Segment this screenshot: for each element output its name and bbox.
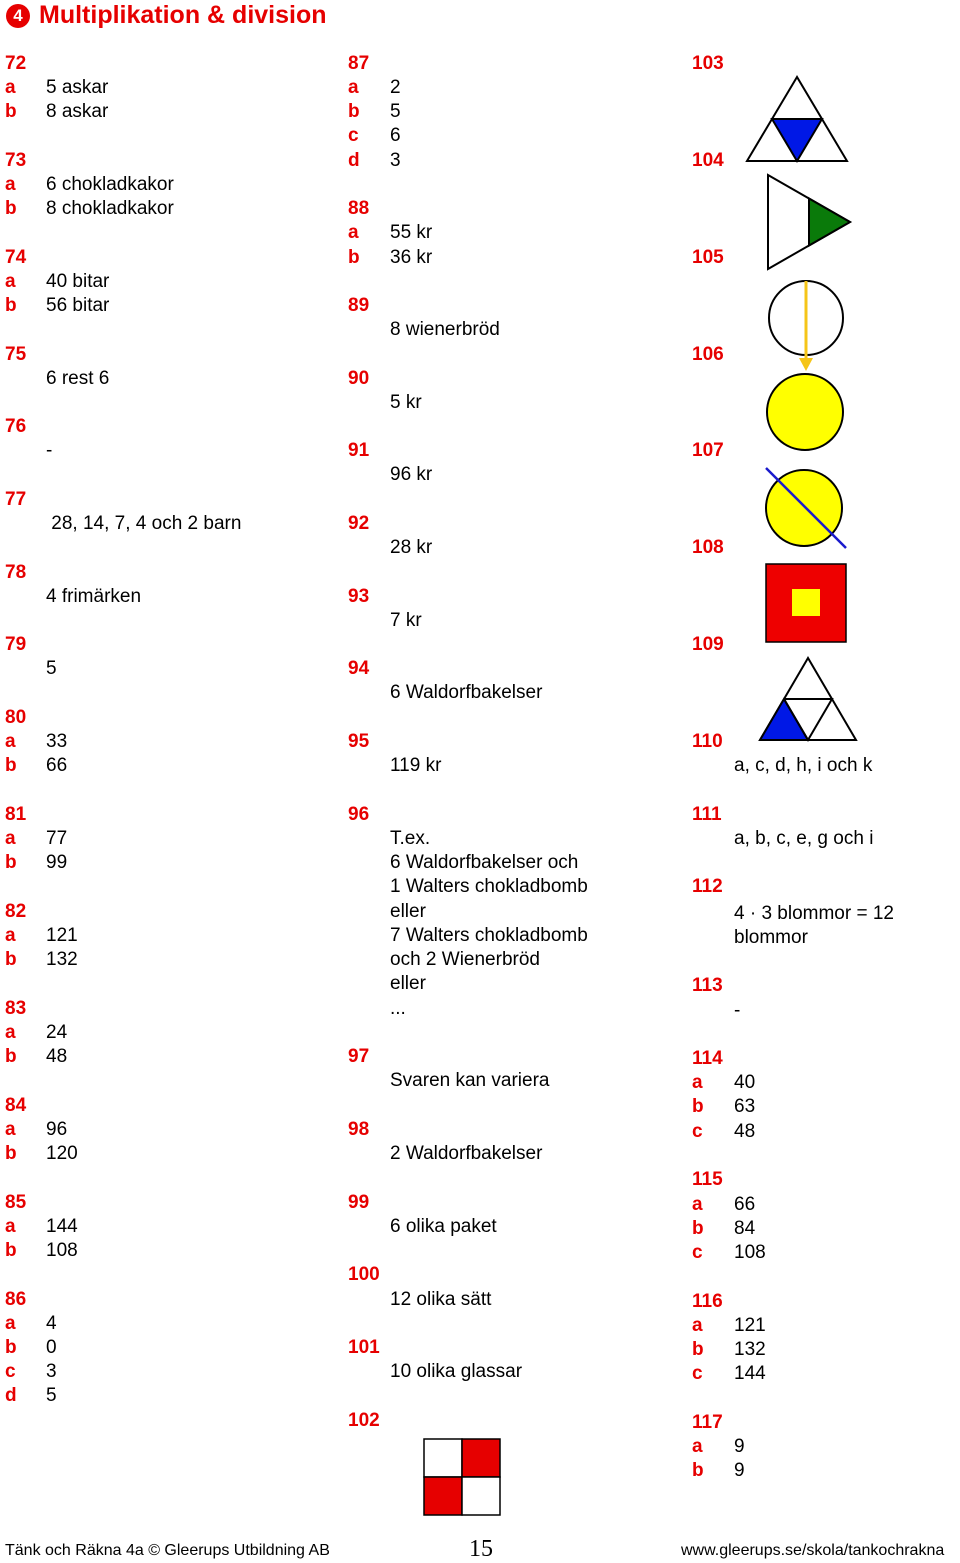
answer-letter: a	[5, 1119, 16, 1140]
answer-text: 6	[390, 125, 401, 146]
answer-letter: b	[692, 1460, 704, 1481]
answer-text: 36 kr	[390, 247, 433, 268]
task-number: 77	[5, 489, 27, 510]
answer-text: 121	[734, 1315, 766, 1336]
answer-text: 66	[46, 755, 68, 776]
answer-text: 48	[46, 1046, 68, 1067]
task-number: 72	[5, 53, 27, 74]
task-number: 105	[692, 247, 724, 268]
footer-copyright: Tänk och Räkna 4a © Gleerups Utbildning AB	[5, 1542, 330, 1559]
answer-text: 8 wienerbröd	[390, 319, 500, 340]
answer-letter: d	[5, 1385, 17, 1406]
answer-letter: b	[5, 1046, 17, 1067]
task-number: 73	[5, 150, 27, 171]
task-number: 84	[5, 1095, 27, 1116]
answer-text: 8 askar	[46, 101, 109, 122]
answer-text: 119 kr	[390, 755, 442, 776]
page-number: 15	[469, 1536, 493, 1562]
answer-text: 9	[734, 1460, 745, 1481]
answer-text: 6 Waldorfbakelser	[390, 682, 543, 703]
triangle-blue-center-icon	[745, 75, 849, 163]
answer-text: 56 bitar	[46, 295, 110, 316]
answer-text: 40	[734, 1072, 756, 1093]
answer-letter: b	[5, 1143, 17, 1164]
task-number: 79	[5, 634, 27, 655]
task-number: 107	[692, 440, 724, 461]
answer-letter: a	[692, 1194, 703, 1215]
task-number: 83	[5, 998, 27, 1019]
page-title-text: Multiplikation & division	[39, 1, 327, 29]
answer-letter: c	[348, 125, 359, 146]
yellow-circle-blue-line-icon	[762, 466, 848, 552]
answer-text: 33	[46, 731, 68, 752]
answer-letter: a	[348, 77, 359, 98]
answer-text: -	[46, 440, 53, 461]
circle-yellow-arrow-icon	[766, 280, 846, 372]
answer-text: 66	[734, 1194, 756, 1215]
answer-letter: d	[348, 150, 360, 171]
triangle-green-tip-icon	[766, 173, 852, 271]
answer-text: 5	[46, 658, 57, 679]
answer-text: 132	[46, 949, 78, 970]
task-number: 101	[348, 1337, 380, 1358]
answer-letter: c	[692, 1363, 703, 1384]
answer-text: 144	[46, 1216, 78, 1237]
answer-text: 28, 14, 7, 4 och 2 barn	[46, 513, 242, 534]
task-number: 106	[692, 344, 724, 365]
task-number: 80	[5, 707, 27, 728]
checkerboard-2x2-icon	[423, 1438, 501, 1516]
task-number: 104	[692, 150, 724, 171]
answer-text: 5	[390, 101, 401, 122]
task-number: 74	[5, 247, 27, 268]
answer-letter: a	[5, 77, 16, 98]
task-number: 92	[348, 513, 370, 534]
answer-text: -	[734, 1000, 741, 1021]
task-number: 115	[692, 1169, 723, 1190]
answer-text: 2	[390, 77, 401, 98]
answer-text: 7 kr	[390, 610, 422, 631]
task-number: 108	[692, 537, 724, 558]
answer-letter: c	[692, 1121, 703, 1142]
task-number: 98	[348, 1119, 370, 1140]
red-square-yellow-center-icon	[765, 563, 847, 643]
answer-text: a, c, d, h, i och k	[734, 755, 873, 776]
answer-text: 12 olika sätt	[390, 1289, 492, 1310]
answer-letter: b	[5, 949, 17, 970]
answer-text: 5 kr	[390, 392, 422, 413]
answer-text: 40 bitar	[46, 271, 110, 292]
answer-text: 120	[46, 1143, 78, 1164]
task-number: 114	[692, 1048, 723, 1069]
answer-letter: a	[5, 174, 16, 195]
answer-letter: a	[5, 271, 16, 292]
answer-text: 99	[46, 852, 68, 873]
answer-text: 8 chokladkakor	[46, 198, 174, 219]
task-number: 86	[5, 1289, 27, 1310]
footer-url: www.gleerups.se/skola/tankochrakna	[681, 1542, 945, 1559]
answer-text: 3	[390, 150, 401, 171]
task-number: 110	[692, 731, 723, 752]
answer-letter: a	[5, 1216, 16, 1237]
task-number: 91	[348, 440, 370, 461]
task-number: 88	[348, 198, 370, 219]
answer-text: blommor	[734, 927, 808, 948]
answer-text: 96	[46, 1119, 68, 1140]
task-number: 96	[348, 804, 370, 825]
task-number: 82	[5, 901, 27, 922]
answer-text: eller	[390, 901, 426, 922]
answer-text: 6 chokladkakor	[46, 174, 174, 195]
task-number: 81	[5, 804, 27, 825]
task-number: 103	[692, 53, 724, 74]
task-number: 113	[692, 975, 723, 996]
task-number: 117	[692, 1412, 723, 1433]
answer-text: 132	[734, 1339, 766, 1360]
answer-text: 108	[734, 1242, 766, 1263]
answer-text: 4 · 3 blommor = 12	[734, 903, 894, 924]
answer-text: 3	[46, 1361, 57, 1382]
answer-letter: a	[692, 1436, 703, 1457]
answer-letter: b	[692, 1096, 704, 1117]
answer-letter: b	[348, 247, 360, 268]
answer-text: 6 Waldorfbakelser och	[390, 852, 579, 873]
task-number: 93	[348, 586, 370, 607]
answer-letter: a	[692, 1315, 703, 1336]
task-number: 87	[348, 53, 370, 74]
answer-text: 0	[46, 1337, 57, 1358]
answer-letter: b	[5, 1240, 17, 1261]
answer-letter: b	[5, 101, 17, 122]
answer-text: 63	[734, 1096, 756, 1117]
task-number: 99	[348, 1192, 370, 1213]
answer-letter: b	[5, 198, 17, 219]
answer-text: 48	[734, 1121, 756, 1142]
answer-text: 55 kr	[390, 222, 433, 243]
task-number: 111	[692, 804, 722, 825]
answer-letter: b	[348, 101, 360, 122]
answer-text: 9	[734, 1436, 745, 1457]
answer-text: 5	[46, 1385, 57, 1406]
answer-letter: a	[5, 1022, 16, 1043]
task-number: 76	[5, 416, 27, 437]
answer-text: 24	[46, 1022, 68, 1043]
task-number: 90	[348, 368, 370, 389]
answer-text: 2 Waldorfbakelser	[390, 1143, 543, 1164]
answer-text: 28 kr	[390, 537, 433, 558]
answer-text: 96 kr	[390, 464, 433, 485]
answer-text: och 2 Wienerbröd	[390, 949, 540, 970]
answer-text: 84	[734, 1218, 756, 1239]
task-number: 102	[348, 1410, 380, 1431]
task-number: 78	[5, 562, 27, 583]
answer-text: 4 frimärken	[46, 586, 142, 607]
answer-letter: a	[5, 925, 16, 946]
answer-text: 77	[46, 828, 68, 849]
answer-letter: b	[692, 1339, 704, 1360]
task-number: 100	[348, 1264, 380, 1285]
task-number: 95	[348, 731, 370, 752]
answer-letter: a	[5, 828, 16, 849]
answer-text: T.ex.	[390, 828, 431, 849]
answer-text: 121	[46, 925, 78, 946]
answer-letter: b	[5, 295, 17, 316]
task-number: 85	[5, 1192, 27, 1213]
answer-letter: b	[5, 755, 17, 776]
answer-letter: b	[5, 1337, 17, 1358]
yellow-circle-icon	[765, 372, 845, 452]
answer-text: 5 askar	[46, 77, 109, 98]
answer-text: 144	[734, 1363, 766, 1384]
answer-text: Svaren kan variera	[390, 1070, 550, 1091]
answer-letter: c	[5, 1361, 16, 1382]
answer-text: a, b, c, e, g och i	[734, 828, 874, 849]
task-number: 89	[348, 295, 370, 316]
answer-letter: a	[348, 222, 359, 243]
answer-letter: a	[5, 731, 16, 752]
answer-text: 6 rest 6	[46, 368, 110, 389]
answer-letter: a	[692, 1072, 703, 1093]
section-number-badge: 4	[6, 4, 30, 28]
answer-text: 7 Walters chokladbomb	[390, 925, 588, 946]
task-number: 116	[692, 1291, 723, 1312]
task-number: 109	[692, 634, 724, 655]
triangle-blue-corner-icon	[758, 656, 858, 742]
task-number: 112	[692, 876, 723, 897]
answer-letter: b	[692, 1218, 704, 1239]
answer-text: 108	[46, 1240, 78, 1261]
answer-text: 10 olika glassar	[390, 1361, 523, 1382]
answer-text: 1 Walters chokladbomb	[390, 876, 588, 897]
answer-letter: c	[692, 1242, 703, 1263]
answer-text: eller	[390, 973, 426, 994]
task-number: 75	[5, 344, 27, 365]
answer-text: ...	[390, 998, 406, 1019]
answer-text: 6 olika paket	[390, 1216, 497, 1237]
answer-text: 4	[46, 1313, 57, 1334]
answer-letter: b	[5, 852, 17, 873]
task-number: 94	[348, 658, 370, 679]
page-title	[6, 0, 327, 30]
task-number: 97	[348, 1046, 370, 1067]
answer-letter: a	[5, 1313, 16, 1334]
